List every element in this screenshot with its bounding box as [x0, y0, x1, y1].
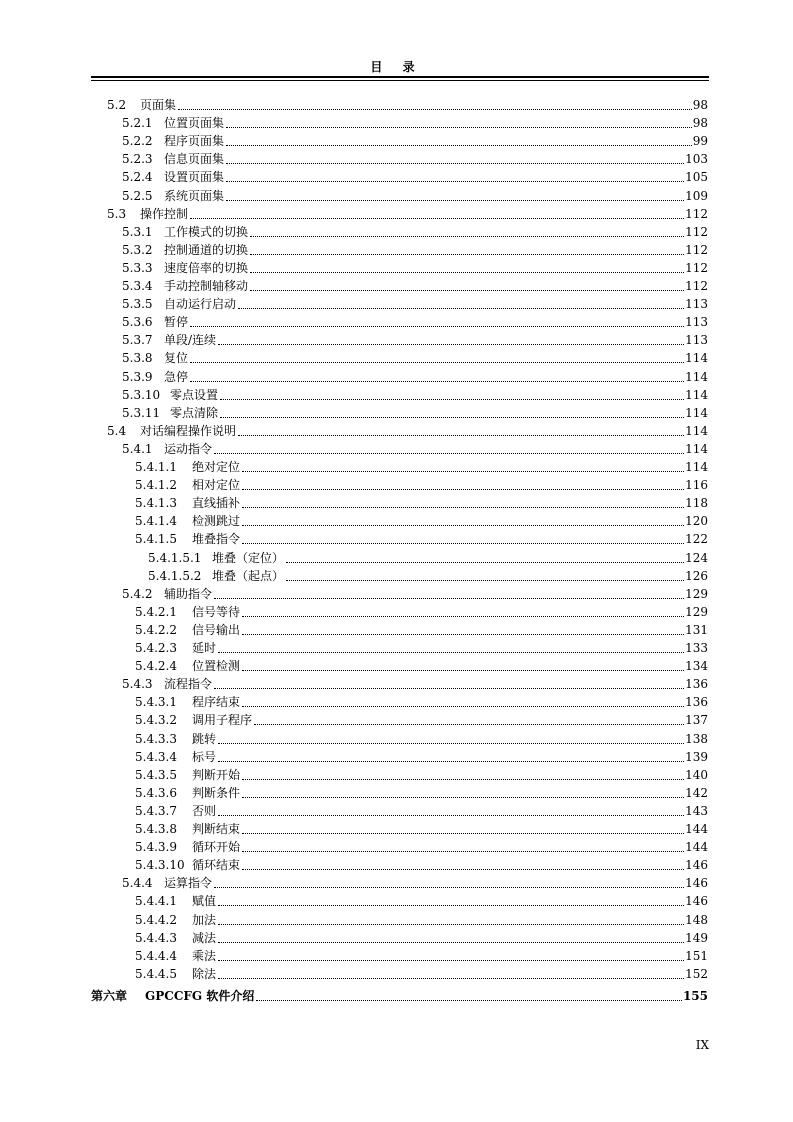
toc-entry-title: 堆叠（定位）	[212, 550, 285, 565]
toc-entry[interactable]	[122, 241, 708, 259]
toc-entry-title: 除法	[192, 966, 217, 981]
toc-entry-page: 112	[685, 206, 708, 221]
toc-entry-title: 页面集	[140, 98, 177, 112]
toc-dot-leader	[178, 108, 692, 110]
toc-dot-leader	[256, 999, 682, 1001]
toc-entry[interactable]	[122, 585, 708, 603]
toc-dot-leader	[226, 126, 692, 128]
toc-entry-number: 5.3.3	[122, 260, 153, 275]
toc-entry-page: 98	[692, 98, 708, 112]
toc-dot-leader	[220, 416, 684, 418]
toc-entry-number: 5.4.4.5	[135, 966, 177, 981]
toc-entry-page: 136	[685, 695, 708, 710]
toc-dot-leader	[218, 651, 684, 653]
toc-entry-title: 位置检测	[192, 659, 241, 674]
toc-entry-page: 134	[685, 659, 708, 674]
toc-entry-page: 116	[685, 478, 708, 493]
toc-dot-leader	[218, 923, 684, 925]
toc-entry[interactable]	[122, 223, 708, 241]
toc-entry[interactable]	[135, 748, 708, 766]
toc-entry[interactable]	[122, 349, 708, 367]
toc-entry-page: 133	[685, 641, 708, 655]
toc-entry-number: 5.4.1.2	[135, 478, 177, 493]
toc-dot-leader	[218, 904, 684, 906]
toc-dot-leader	[286, 561, 684, 563]
toc-entry-page: 118	[685, 496, 708, 511]
toc-entry-page: 124	[685, 550, 708, 565]
toc-dot-leader	[218, 760, 684, 762]
toc-entry[interactable]	[135, 838, 708, 856]
toc-dot-leader	[242, 705, 684, 707]
toc-dot-leader	[214, 597, 684, 599]
toc-entry-number: 5.3.8	[122, 351, 153, 366]
toc-entry-page: 114	[685, 369, 708, 384]
toc-entry-page: 138	[685, 731, 708, 746]
toc-entry-number: 5.4.4.2	[135, 912, 177, 927]
toc-entry-number: 5.3.2	[122, 242, 153, 257]
toc-entry-title: 信号输出	[192, 622, 241, 637]
toc-entry-page: 114	[685, 460, 708, 474]
toc-entry-title: 判断条件	[192, 785, 241, 800]
toc-dot-leader	[250, 271, 684, 273]
toc-entry[interactable]	[122, 331, 708, 349]
toc-entry[interactable]	[135, 639, 708, 657]
toc-entry[interactable]	[135, 711, 708, 729]
toc-entry-title: 对话编程操作说明	[140, 423, 237, 438]
toc-entry-page: 98	[692, 116, 708, 131]
toc-entry-number: 5.4.3.8	[135, 822, 177, 836]
toc-entry-page: 113	[685, 333, 708, 348]
toc-entry-number: 5.4.2.1	[135, 604, 177, 619]
toc-entry-page: 109	[685, 188, 708, 203]
page-header-title: 目 录	[370, 60, 423, 74]
toc-entry-title: 加法	[192, 912, 217, 927]
toc-entry-page: 146	[685, 894, 708, 909]
toc-entry[interactable]	[122, 368, 708, 386]
toc-entry[interactable]	[135, 856, 708, 874]
toc-chapter-entry[interactable]	[91, 987, 708, 1005]
toc-dot-leader	[242, 669, 684, 671]
toc-dot-leader	[254, 723, 684, 725]
toc-entry-title: GPCCFG 软件介绍	[145, 988, 255, 1003]
toc-dot-leader	[190, 325, 684, 327]
toc-dot-leader	[220, 398, 684, 400]
toc-entry[interactable]	[135, 784, 708, 802]
toc-entry-page: 151	[685, 948, 708, 963]
toc-entry[interactable]	[135, 621, 708, 639]
toc-dot-leader	[242, 796, 684, 798]
toc-entry-page: 144	[685, 840, 708, 855]
toc-entry-title: 检测跳过	[192, 514, 241, 529]
toc-entry-number: 5.4.3.7	[135, 803, 177, 818]
toc-entry-title: 绝对定位	[192, 460, 241, 474]
toc-dot-leader	[238, 434, 684, 436]
toc-dot-leader	[214, 452, 684, 454]
toc-dot-leader	[214, 886, 684, 888]
toc-dot-leader	[218, 959, 684, 961]
toc-entry-number: 5.4.2.4	[135, 659, 177, 674]
toc-entry[interactable]	[135, 820, 708, 838]
toc-entry-title: 设置页面集	[164, 170, 225, 185]
toc-entry-page: 112	[685, 242, 708, 257]
toc-dot-leader	[226, 162, 684, 164]
header-rule-thick	[91, 76, 709, 78]
toc-entry-number: 5.3.6	[122, 315, 153, 330]
toc-entry[interactable]	[148, 567, 708, 585]
toc-entry-number: 5.2.1	[122, 116, 153, 131]
toc-entry[interactable]	[135, 657, 708, 675]
toc-entry[interactable]	[135, 494, 708, 512]
toc-entry-title: 急停	[164, 369, 189, 384]
footer-page-number: IX	[695, 1038, 709, 1052]
toc-entry-number: 5.4.2.3	[135, 641, 177, 655]
toc-dot-leader	[226, 180, 684, 182]
toc-entry[interactable]	[122, 168, 708, 186]
toc-entry-page: 144	[685, 822, 708, 836]
toc-entry-page: 103	[685, 152, 708, 167]
toc-entry-page: 146	[685, 876, 708, 891]
toc-entry-title: 判断开始	[192, 767, 241, 782]
toc-entry-number: 5.4.2	[122, 586, 153, 601]
toc-entry-number: 5.4	[107, 423, 127, 438]
toc-entry-number: 5.4.3.2	[135, 713, 177, 728]
toc-dot-leader	[218, 742, 684, 744]
toc-entry-title: 工作模式的切换	[164, 224, 249, 239]
toc-entry-title: 控制通道的切换	[164, 242, 249, 257]
toc-dot-leader	[242, 524, 684, 526]
toc-entry[interactable]	[148, 549, 708, 567]
toc-entry-number: 5.2.2	[122, 134, 153, 149]
toc-entry-page: 142	[685, 785, 708, 800]
toc-entry-title: 减法	[192, 930, 217, 945]
toc-entry[interactable]	[135, 730, 708, 748]
toc-entry[interactable]	[122, 132, 708, 150]
toc-entry-page: 114	[685, 405, 708, 420]
toc-entry-title: 零点清除	[170, 405, 219, 420]
toc-entry-number: 5.4.1.1	[135, 460, 177, 474]
toc-dot-leader	[242, 542, 684, 544]
toc-entry-number: 5.3	[107, 206, 127, 221]
toc-dot-leader	[218, 977, 684, 979]
toc-entry-title: 跳转	[192, 731, 217, 746]
toc-entry-number: 5.4.1.5	[135, 532, 177, 547]
toc-entry-number: 第六章	[91, 988, 128, 1003]
toc-entry-number: 5.3.4	[122, 279, 153, 293]
toc-entry-page: 140	[685, 767, 708, 782]
toc-entry[interactable]	[122, 440, 708, 458]
toc-entry-number: 5.4.4.1	[135, 894, 177, 909]
toc-entry-number: 5.2.4	[122, 170, 153, 185]
toc-entry-title: 相对定位	[192, 478, 241, 493]
toc-entry-number: 5.4.2.2	[135, 622, 177, 637]
toc-entry-title: 复位	[164, 351, 189, 366]
toc-entry[interactable]	[135, 802, 708, 820]
toc-entry-number: 5.4.3.10	[135, 858, 185, 873]
toc-dot-leader	[190, 217, 684, 219]
toc-entry[interactable]	[135, 512, 708, 530]
toc-dot-leader	[190, 380, 684, 382]
toc-entry-page: 136	[685, 677, 708, 692]
toc-entry-number: 5.3.9	[122, 369, 153, 384]
toc-dot-leader	[242, 488, 684, 490]
toc-entry-page: 139	[685, 749, 708, 764]
toc-entry[interactable]	[122, 114, 708, 132]
toc-dot-leader	[218, 343, 684, 345]
toc-dot-leader	[242, 778, 684, 780]
toc-entry-title: 信号等待	[192, 604, 241, 619]
toc-entry-number: 5.4.3.3	[135, 731, 177, 746]
toc-dot-leader	[250, 253, 684, 255]
toc-entry-number: 5.2	[107, 98, 127, 112]
toc-entry-title: 信息页面集	[164, 152, 225, 167]
toc-entry-number: 5.3.11	[122, 405, 161, 420]
toc-entry-title: 程序结束	[192, 695, 241, 710]
toc-entry-number: 5.3.1	[122, 224, 153, 239]
toc-entry-page: 105	[685, 170, 708, 185]
toc-dot-leader	[226, 144, 692, 146]
toc-entry-title: 操作控制	[140, 206, 189, 221]
toc-dot-leader	[242, 832, 684, 834]
toc-entry-number: 5.2.3	[122, 152, 153, 167]
toc-entry-page: 114	[685, 441, 708, 456]
toc-entry-page: 114	[685, 351, 708, 366]
toc-entry[interactable]	[135, 530, 708, 548]
toc-dot-leader	[242, 850, 684, 852]
toc-entry-title: 循环开始	[192, 840, 241, 855]
toc-entry-number: 5.3.10	[122, 387, 161, 402]
toc-entry-number: 5.4.4	[122, 876, 153, 891]
toc-entry-title: 暂停	[164, 315, 189, 330]
toc-entry-title: 位置页面集	[164, 116, 225, 131]
toc-entry-page: 152	[685, 966, 708, 981]
toc-dot-leader	[218, 941, 684, 943]
toc-entry-title: 程序页面集	[164, 134, 225, 149]
toc-entry-page: 129	[685, 586, 708, 601]
toc-entry[interactable]	[135, 693, 708, 711]
toc-entry[interactable]	[122, 404, 708, 422]
toc-entry-number: 5.4.3.6	[135, 785, 177, 800]
toc-entry-title: 速度倍率的切换	[164, 260, 249, 275]
toc-entry-number: 5.4.4.4	[135, 948, 177, 963]
toc-entry[interactable]	[122, 277, 708, 295]
toc-entry-number: 5.4.1	[122, 441, 153, 456]
toc-entry-title: 堆叠（起点）	[212, 568, 285, 583]
toc-dot-leader	[286, 579, 684, 581]
toc-entry-title: 循环结束	[192, 858, 241, 873]
toc-entry-title: 运动指令	[164, 441, 213, 456]
toc-entry[interactable]	[122, 187, 708, 205]
toc-entry[interactable]	[135, 603, 708, 621]
toc-entry-page: 149	[685, 930, 708, 945]
toc-entry-title: 乘法	[192, 948, 217, 963]
toc-entry-page: 148	[685, 912, 708, 927]
toc-entry[interactable]	[135, 911, 708, 929]
toc-dot-leader	[250, 289, 684, 291]
toc-entry[interactable]	[135, 929, 708, 947]
toc-entry-page: 122	[685, 532, 708, 547]
header-rule-thin	[91, 80, 709, 81]
toc-entry-page: 99	[692, 134, 708, 149]
toc-entry-page: 113	[685, 315, 708, 330]
toc-dot-leader	[242, 470, 684, 472]
toc-entry[interactable]	[135, 766, 708, 784]
toc-entry-page: 114	[685, 423, 708, 438]
toc-entry-number: 5.4.4.3	[135, 930, 177, 945]
toc-entry-title: 手动控制轴移动	[164, 279, 249, 293]
toc-entry-title: 判断结束	[192, 822, 241, 836]
toc-entry-title: 流程指令	[164, 677, 213, 692]
toc-entry-number: 5.4.1.3	[135, 496, 177, 511]
toc-entry-title: 运算指令	[164, 876, 213, 891]
toc-entry-title: 直线插补	[192, 496, 241, 511]
toc-entry-title: 零点设置	[170, 387, 219, 402]
toc-entry-title: 自动运行启动	[164, 297, 237, 312]
toc-entry-number: 5.4.3.5	[135, 767, 177, 782]
toc-entry[interactable]	[122, 874, 708, 892]
toc-dot-leader	[238, 307, 684, 309]
toc-entry-page: 112	[685, 279, 708, 293]
toc-dot-leader	[250, 235, 684, 237]
toc-entry[interactable]	[122, 295, 708, 313]
toc-entry[interactable]	[122, 675, 708, 693]
toc-entry-page: 113	[685, 297, 708, 312]
toc-entry-number: 5.4.1.4	[135, 514, 177, 529]
toc-entry-title: 系统页面集	[164, 188, 225, 203]
toc-entry-title: 否则	[192, 803, 217, 818]
toc-entry[interactable]	[107, 96, 708, 114]
toc-entry-page: 114	[685, 387, 708, 402]
toc-dot-leader	[214, 687, 684, 689]
toc-entry[interactable]	[122, 150, 708, 168]
toc-entry[interactable]	[135, 458, 708, 476]
toc-dot-leader	[242, 633, 684, 635]
toc-entry-number: 5.4.1.5.2	[148, 568, 202, 583]
toc-entry-page: 146	[685, 858, 708, 873]
toc-entry[interactable]	[135, 892, 708, 910]
toc-entry[interactable]	[107, 422, 708, 440]
toc-entry-page: 120	[685, 514, 708, 529]
toc-entry-number: 5.2.5	[122, 188, 153, 203]
toc-entry-page: 131	[685, 622, 708, 637]
toc-entry-number: 5.4.3	[122, 677, 153, 692]
toc-dot-leader	[242, 868, 684, 870]
toc-entry[interactable]	[122, 259, 708, 277]
toc-entry-page: 129	[685, 604, 708, 619]
toc-entry-page: 112	[685, 224, 708, 239]
toc-dot-leader	[242, 506, 684, 508]
toc-entry[interactable]	[135, 965, 708, 983]
toc-dot-leader	[226, 199, 684, 201]
toc-entry-title: 堆叠指令	[192, 532, 241, 547]
toc-entry-title: 标号	[192, 749, 217, 764]
toc-entry-number: 5.4.3.4	[135, 749, 177, 764]
toc-entry-page: 126	[685, 568, 708, 583]
toc-dot-leader	[218, 814, 684, 816]
toc-entry[interactable]	[135, 947, 708, 965]
toc-entry-title: 单段/连续	[164, 333, 217, 348]
toc-entry-title: 延时	[192, 641, 217, 655]
toc-entry-page: 155	[682, 988, 708, 1003]
toc-entry-page: 112	[685, 260, 708, 275]
toc-entry-number: 5.3.5	[122, 297, 153, 312]
toc-entry[interactable]	[107, 205, 708, 223]
toc-dot-leader	[190, 361, 684, 363]
toc-entry-number: 5.4.3.1	[135, 695, 177, 710]
toc-entry[interactable]	[122, 386, 708, 404]
toc-entry-page: 137	[685, 713, 708, 728]
toc-dot-leader	[242, 615, 684, 617]
toc-entry[interactable]	[122, 313, 708, 331]
toc-entry-number: 5.4.3.9	[135, 840, 177, 855]
toc-entry-page: 143	[685, 803, 708, 818]
toc-entry[interactable]	[135, 476, 708, 494]
toc-entry-title: 辅助指令	[164, 586, 213, 601]
toc-entry-title: 赋值	[192, 894, 217, 909]
toc-entry-number: 5.3.7	[122, 333, 153, 348]
toc-entry-title: 调用子程序	[192, 713, 253, 728]
toc-entry-number: 5.4.1.5.1	[148, 550, 202, 565]
